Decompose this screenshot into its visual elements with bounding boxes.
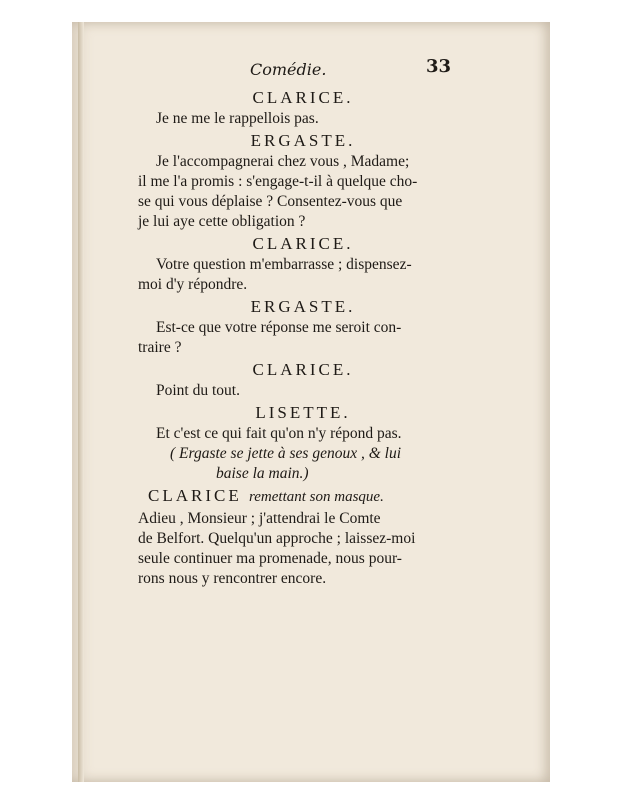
dialogue-line: Je l'accompagnerai chez vous , Madame; xyxy=(156,153,410,170)
dialogue-line: Est-ce que votre réponse me seroit con- xyxy=(156,319,402,336)
dialogue-line: de Belfort. Quelqu'un approche ; laissez-moi xyxy=(138,530,416,547)
speaker-name: CLARICE. xyxy=(252,88,354,107)
speaker-with-direction xyxy=(138,484,468,509)
speaker-name: CLARICE. xyxy=(252,234,354,253)
dialogue-line: moi d'y répondre. xyxy=(138,276,248,293)
dialogue-line: il me l'a promis : s'engage-t-il à quelque cho- xyxy=(138,173,418,190)
stage-direction: ( Ergaste se jette à ses genoux , & lui xyxy=(170,445,402,462)
dialogue-line: Adieu , Monsieur ; j'attendrai le Comte xyxy=(138,510,381,527)
stage-direction: remettant son masque. xyxy=(248,489,384,505)
dialogue-line: rons nous y rencontrer encore. xyxy=(138,570,327,587)
dialogue-line: Votre question m'embarrasse ; dispensez- xyxy=(156,256,412,273)
stage-direction: baise la main.) xyxy=(216,465,309,482)
dialogue-line: Point du tout. xyxy=(156,382,240,399)
dialogue-line: se qui vous déplaise ? Consentez-vous que xyxy=(138,193,403,210)
page-gutter xyxy=(78,22,84,782)
dialogue-line: Et c'est ce qui fait qu'on n'y répond pas. xyxy=(156,425,402,442)
speaker-name: CLARICE xyxy=(148,486,242,505)
running-title: Comédie. xyxy=(250,60,327,79)
speaker-name: ERGASTE. xyxy=(250,297,356,316)
page-header xyxy=(138,56,468,86)
speaker-name: ERGASTE. xyxy=(250,131,356,150)
dialogue-line: Je ne me le rappellois pas. xyxy=(156,110,319,127)
dialogue-line: traire ? xyxy=(138,339,182,356)
page-number: 33 xyxy=(426,56,452,77)
dialogue-line: seule continuer ma promenade, nous pour- xyxy=(138,550,402,567)
speaker-name: CLARICE. xyxy=(252,360,354,379)
page-text xyxy=(138,56,468,589)
speaker-name: LISETTE. xyxy=(255,403,351,422)
dialogue-line: je lui aye cette obligation ? xyxy=(138,213,306,230)
